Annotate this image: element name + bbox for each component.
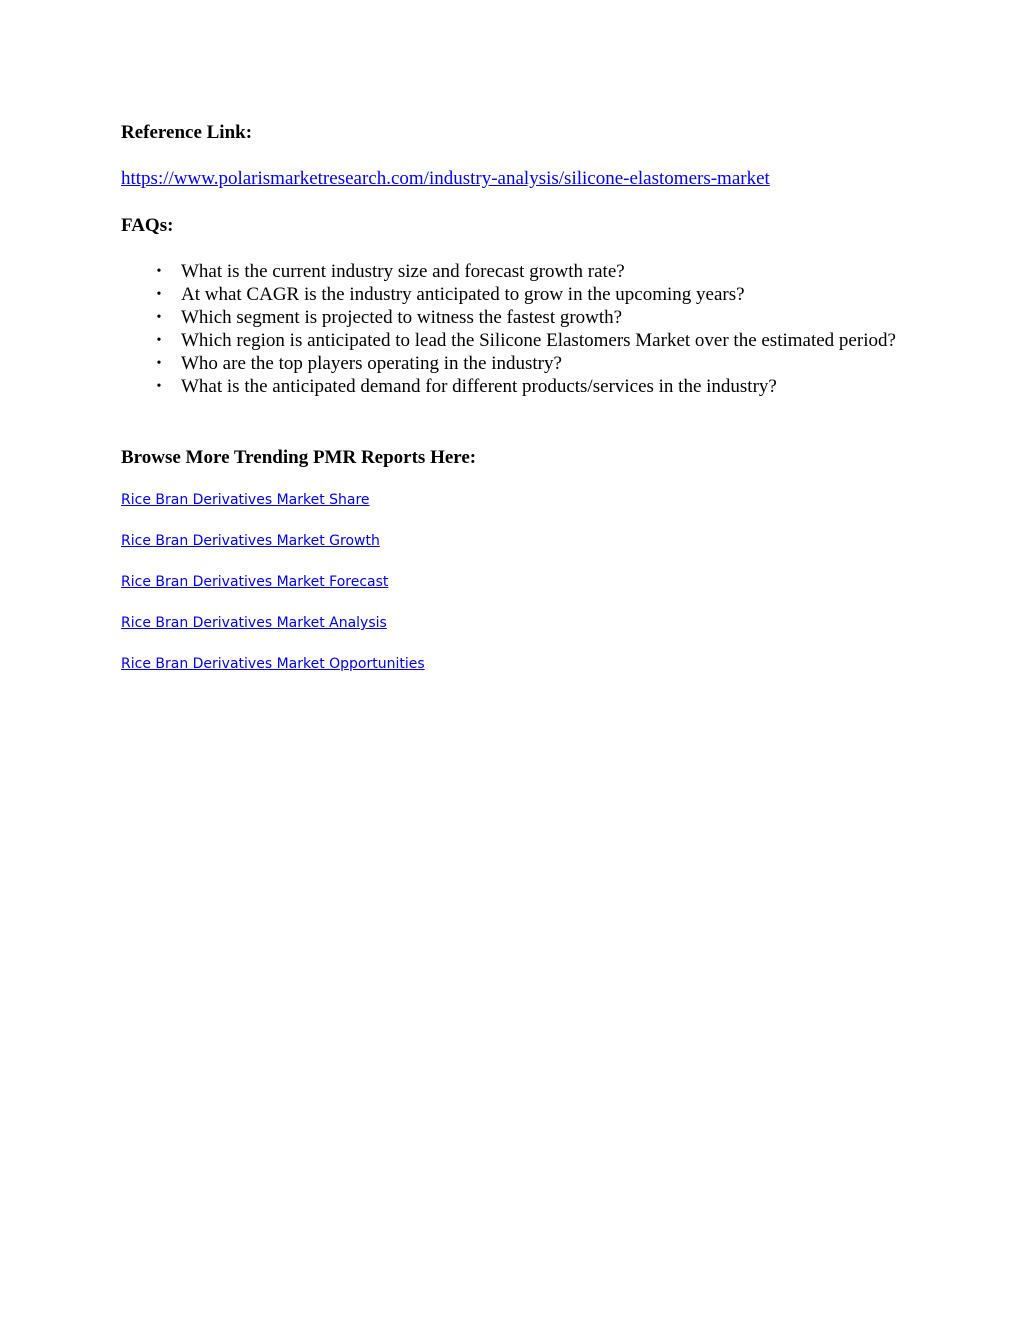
- faqs-heading: FAQs:: [121, 215, 174, 236]
- list-item: [121, 490, 425, 531]
- reference-heading: Reference Link:: [121, 122, 253, 143]
- list-item: [121, 613, 425, 654]
- faq-item: [121, 283, 901, 306]
- bullet-icon: •: [156, 264, 162, 279]
- bullet-icon: •: [156, 379, 162, 394]
- bullet-icon: •: [156, 287, 162, 302]
- report-link-opportunities[interactable]: Rice Bran Derivatives Market Opportunities: [121, 656, 425, 672]
- faq-item: [121, 329, 901, 352]
- reference-link[interactable]: https://www.polarismarketresearch.com/industry-analysis/silicone-elastomers-market: [121, 168, 770, 189]
- report-link-growth[interactable]: Rice Bran Derivatives Market Growth: [121, 533, 380, 549]
- faq-text: Which segment is projected to witness the fastest growth?: [181, 307, 623, 328]
- faq-text: What is the anticipated demand for different products/services in the industry?: [181, 376, 777, 397]
- faq-text: Which region is anticipated to lead the Silicone Elastomers Market over the estimated period?: [181, 330, 896, 351]
- bullet-icon: •: [156, 356, 162, 371]
- trending-links-list: [121, 490, 425, 695]
- faq-item: [121, 352, 901, 375]
- list-item: [121, 572, 425, 613]
- list-item: [121, 531, 425, 572]
- faq-text: At what CAGR is the industry anticipated to grow in the upcoming years?: [181, 284, 745, 305]
- browse-heading: Browse More Trending PMR Reports Here:: [121, 447, 477, 468]
- faq-text: What is the current industry size and forecast growth rate?: [181, 261, 625, 282]
- report-link-forecast[interactable]: Rice Bran Derivatives Market Forecast: [121, 574, 389, 590]
- faq-item: [121, 260, 901, 283]
- faq-item: [121, 375, 901, 398]
- faq-text: Who are the top players operating in the industry?: [181, 353, 562, 374]
- report-link-analysis[interactable]: Rice Bran Derivatives Market Analysis: [121, 615, 387, 631]
- report-link-share[interactable]: Rice Bran Derivatives Market Share: [121, 492, 370, 508]
- faq-list: [121, 260, 901, 398]
- bullet-icon: •: [156, 333, 162, 348]
- bullet-icon: •: [156, 310, 162, 325]
- list-item: [121, 654, 425, 695]
- faq-item: [121, 306, 901, 329]
